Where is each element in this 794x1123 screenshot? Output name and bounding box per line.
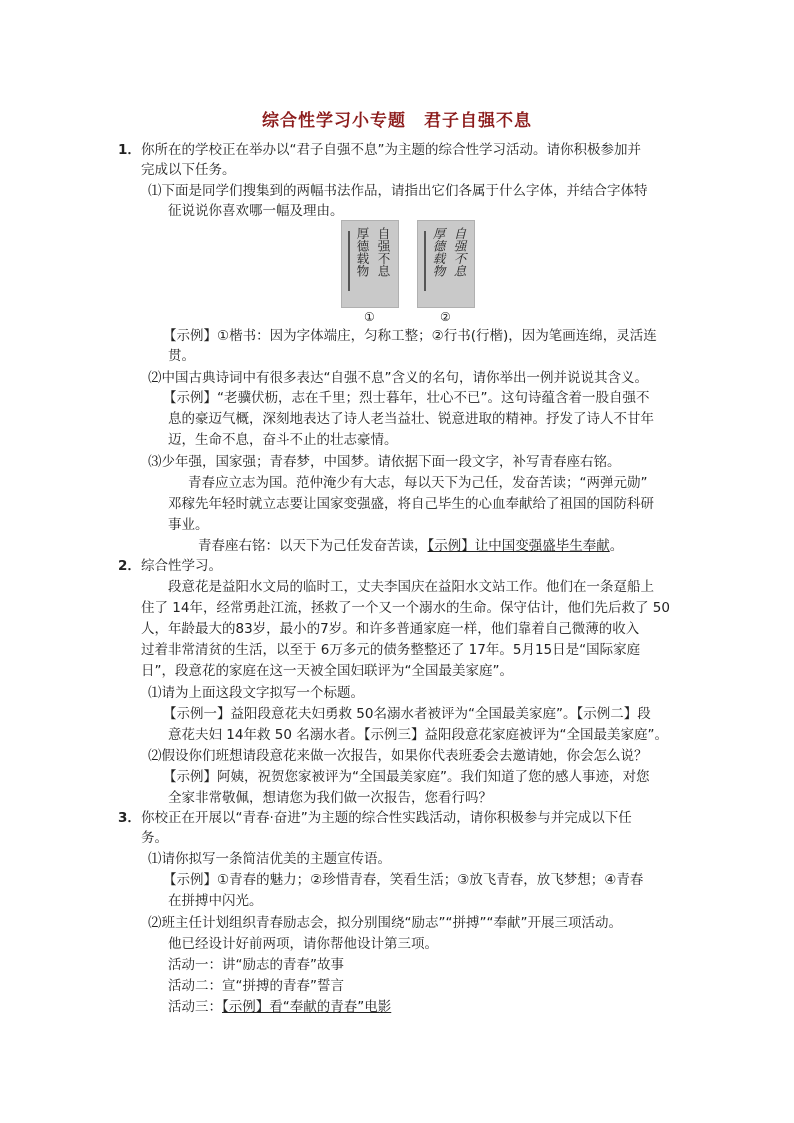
q2-intro: 综合性学习。: [141, 558, 222, 574]
q1-passage-line-3: 事业。: [168, 517, 209, 533]
q2-passage-line-1: 段意花是益阳水文局的临时工，丈夫李国庆在益阳水文站工作。他们在一条趸船上: [168, 579, 654, 595]
q1-motto-end: 。: [609, 538, 624, 554]
q3-part1: ⑴请你拟写一条简洁优美的主题宣传语。: [148, 851, 391, 867]
q3-answer1-line-1: 【示例】①青春的魅力；②珍惜青春，笑看生活；③放飞青春，放飞梦想；④青春: [163, 872, 644, 888]
q1-motto: [198, 536, 623, 556]
q1-part3: ⑶少年强，国家强；青春梦，中国梦。请依据下面一段文字，补写青春座右铭。: [148, 454, 621, 470]
q1-part2: ⑵中国古典诗词中有很多表达“自强不息”含义的名句，请你举出一例并说说其含义。: [148, 370, 648, 386]
q1-motto-answer: 【示例】让中国变强盛毕生奉献: [427, 538, 610, 554]
q1-motto-prefix: 青春座右铭：以天下为己任发奋苦读，: [198, 538, 428, 554]
q1-intro-line-1: 你所在的学校正在举办以“君子自强不息”为主题的综合性学习活动。请你积极参加并: [141, 142, 641, 158]
q3-intro-line-2: 务。: [141, 830, 168, 846]
q2-part1: ⑴请为上面这段文字拟写一个标题。: [148, 685, 364, 701]
q1-passage-line-2: 邓稼先年轻时就立志要让国家变强盛，将自己毕生的心血奉献给了祖国的国防科研: [168, 496, 654, 512]
calligraphy-1-caption: ①: [364, 310, 375, 324]
q3-activity-3-answer: 【示例】看“奉献的青春”电影: [222, 999, 392, 1015]
q2-answer1-line-1: 【示例一】益阳段意花夫妇勇救 50名溺水者被评为“全国最美家庭”。【示例二】段: [163, 706, 651, 722]
q1-part1-line-1: ⑴下面是同学们搜集到的两幅书法作品，请指出它们各属于什么字体，并结合字体特: [148, 183, 648, 199]
question-3-number: 3．: [118, 810, 141, 826]
q3-answer1-line-2: 在拼搏中闪光。: [168, 893, 263, 909]
q2-answer1-line-2: 意花夫妇 14年救 50 名溺水者。【示例三】益阳段意花家庭被评为“全国最美家庭”。: [168, 727, 668, 743]
q3-part2-line-1: ⑵班主任计划组织青春励志会，拟分别围绕“励志”“拼搏”“奉献”开展三项活动。: [148, 915, 622, 931]
q3-activity-3-prefix: 活动三：: [168, 999, 222, 1015]
q3-intro-line-1: 你校正在开展以“青春·奋进”为主题的综合性实践活动，请你积极参与并完成以下任: [141, 810, 632, 826]
calligraphy-2-column-right: 自强不息: [452, 227, 467, 277]
q2-passage-line-3: 人，年龄最大的83岁，最小的7岁。和许多普通家庭一样，他们靠着自己微薄的收入: [141, 621, 640, 637]
calligraphy-work-2: [417, 220, 475, 308]
q2-passage-line-2: 住了 14年，经常勇赴江流，拯救了一个又一个溺水的生命。保守估计，他们先后救了 50: [141, 600, 670, 616]
q1-answer1-line-2: 贯。: [168, 348, 195, 364]
q3-part2-line-2: 他已经设计好前两项，请你帮他设计第三项。: [168, 936, 438, 952]
q3-activity-1: 活动一：讲“励志的青春”故事: [168, 957, 344, 973]
q2-part2: ⑵假设你们班想请段意花来做一次报告，如果你代表班委会去邀请她，你会怎么说？: [148, 748, 648, 764]
calligraphy-2-inscription: [424, 231, 426, 291]
calligraphy-2-column-left: 厚德载物: [431, 227, 446, 277]
calligraphy-1-inscription: [348, 231, 350, 291]
q1-part1-line-2: 征说说你喜欢哪一幅及理由。: [168, 203, 344, 219]
question-2-number: 2．: [118, 558, 141, 574]
q2-passage-line-5: 日”，段意花的家庭在这一天被全国妇联评为“全国最美家庭”。: [141, 663, 513, 679]
calligraphy-1-column-right: 自强不息: [376, 227, 391, 277]
calligraphy-1-column-left: 厚德载物: [355, 227, 370, 277]
q1-passage-line-1: 青春应立志为国。范仲淹少有大志，每以天下为己任，发奋苦读；“两弹元勋”: [188, 475, 648, 491]
q1-answer1-line-1: 【示例】①楷书：因为字体端庄，匀称工整；②行书(行楷)，因为笔画连绵，灵活连: [163, 328, 657, 344]
page-title: 综合性学习小专题 君子自强不息: [262, 111, 532, 131]
q2-answer2-line-2: 全家非常敬佩，想请您为我们做一次报告，您看行吗？: [168, 790, 492, 806]
q1-answer2-line-2: 息的豪迈气概，深刻地表达了诗人老当益壮、锐意进取的精神。抒发了诗人不甘年: [168, 411, 654, 427]
q3-activity-3: [168, 997, 391, 1017]
calligraphy-work-1: [341, 220, 399, 308]
q1-intro-line-2: 完成以下任务。: [141, 162, 236, 178]
q3-activity-2: 活动二：宣“拼搏的青春”誓言: [168, 978, 344, 994]
question-1-number: 1．: [118, 142, 141, 158]
q2-passage-line-4: 过着非常清贫的生活，以至于 6万多元的债务整整还了 17年。5月15日是“国际家庭: [141, 642, 641, 658]
q1-answer2-line-1: 【示例】“老骥伏枥，志在千里；烈士暮年，壮心不已”。这句诗蕴含着一股自强不: [163, 390, 650, 406]
calligraphy-2-caption: ②: [440, 310, 451, 324]
q2-answer2-line-1: 【示例】阿姨，祝贺您家被评为“全国最美家庭”。我们知道了您的感人事迹，对您: [163, 769, 650, 785]
q1-answer2-line-3: 迈，生命不息，奋斗不止的壮志豪情。: [168, 432, 398, 448]
